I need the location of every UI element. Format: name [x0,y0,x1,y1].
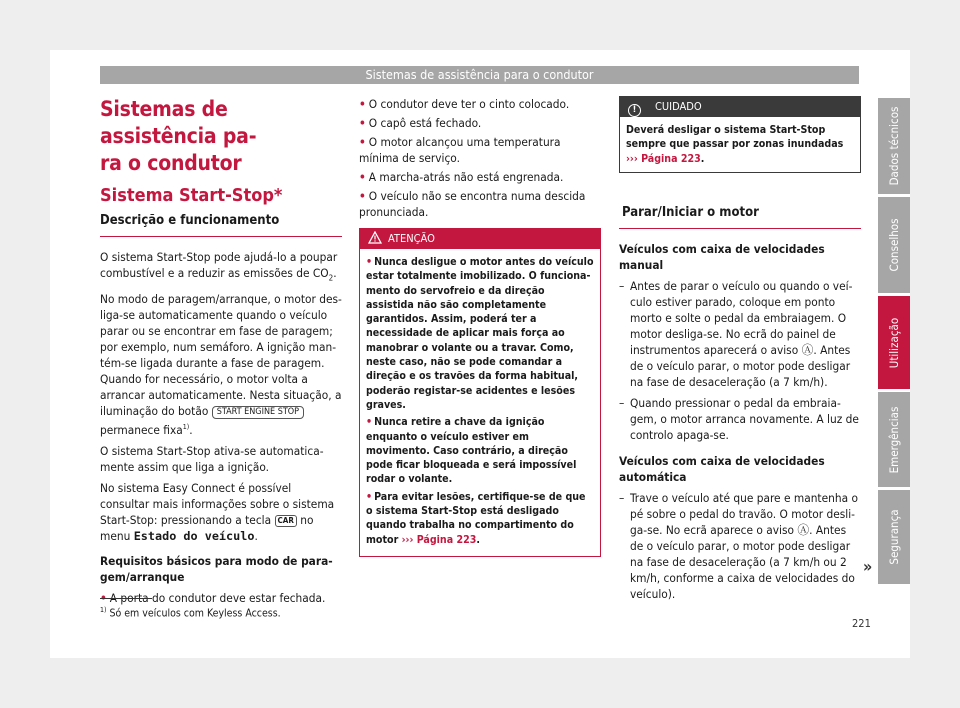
list-item: – Trave o veículo até que pare e mantenha o pé sobre o pedal do travão. O motor desliga-se. No ecrã aparece o aviso Ⓐ. Antes de o veículo parar, o motor pode desligar na fase de desaceleração (a 7 km/h ou 2 km/h, conforme a caixa de velocidades do veículo). [619,490,858,601]
footnote: $^{1)}$ Só em veículos com Keyless Access. [100,606,281,620]
tab-emergencias[interactable]: Emergências [878,392,910,487]
info-icon: ! [628,104,641,117]
car-key-icon: CAR [275,515,297,527]
list-item: • A porta do condutor deve estar fechada. [100,591,326,606]
dash-icon: – [619,490,625,505]
caution-label: CUIDADO [655,100,702,113]
section-subtitle: Sistema Start-Stop* [100,185,283,206]
page-number: 221 [852,617,871,630]
dash-icon: – [619,278,625,293]
bullet-icon: • [359,97,366,111]
warning-box [359,228,601,557]
chapter-title-line-2: ra o condutor [100,151,242,175]
list-item: • O capô está fechado. [359,116,482,130]
running-header: Sistemas de assistência para o condutor [100,66,859,84]
list-item: • O veículo não se encontra numa descida pronunciada. [359,189,586,219]
chapter-title-line-1: Sistemas de assistência pa- [100,97,257,148]
warning-triangle-icon [368,231,382,244]
list-item: – Antes de parar o veículo ou quando o veículo estiver parado, coloque em ponto morto e solte o pedal da embraiagem. O motor desliga-se. No ecrã do painel de instrumentos aparecerá o aviso Ⓐ. Antes de o veículo parar, o motor pode desligar na fase de desaceleração (a 7 km/h). [619,278,853,389]
paragraph-easy-connect: No sistema Easy Connect é possível consultar mais informações sobre o sistema Start-Stop: pressionando a tecla CAR no menu Estado do veículo. [100,481,335,544]
list-item: • O condutor deve ter o cinto colocado. [359,97,570,111]
bullet-icon: • [366,416,373,429]
footnote-divider [100,598,152,599]
start-engine-stop-key: START ENGINE STOP [212,406,304,419]
list-item: • O motor alcançou uma temperatura mínima de serviço. [359,135,561,165]
requirements-heading: Requisitos básicos para modo de paragem/arranque [100,554,333,585]
warning-item: • Nunca retire a chave da ignição enquanto o veículo estiver em movimento. Caso contrário, a direção pode ficar bloqueada e será impossível rodar o volante. [366,416,577,486]
menu-name: Estado do veículo [133,529,255,544]
caution-body: Deverá desligar o sistema Start-Stop sempre que passar por zonas inundadas ››› Página 223. [626,124,844,165]
warning-item: • Para evitar lesões, certifique-se de que o sistema Start-Stop está desligado quando trabalha no compartimento do motor ››› Página 223. [366,490,586,546]
list-item: – Quando pressionar o pedal da embraiagem, o motor arranca novamente. A luz de controlo apaga-se. [619,395,859,442]
section-heading: Descrição e funcionamento [100,213,342,237]
tab-seguranca[interactable]: Segurança [878,490,910,584]
page-reference-link[interactable]: ››› Página 223 [626,152,701,165]
bullet-icon: • [359,116,366,130]
bullet-icon: • [366,490,373,503]
paragraph-auto-activate: O sistema Start-Stop ativa-se automaticamente assim que liga a ignição. [100,444,324,475]
list-item: • A marcha-atrás não está engrenada. [359,170,564,184]
paragraph-intro: O sistema Start-Stop pode ajudá-lo a poupar combustível e a reduzir as emissões de $CO_2$. [100,250,338,283]
bullet-icon: • [359,189,366,203]
tab-utilizacao[interactable]: Utilização [878,296,910,389]
dash-icon: – [619,395,625,410]
automatic-heading: Veículos com caixa de velocidades automática [619,453,825,484]
footnote-ref: 1) [182,423,190,432]
tab-conselhos[interactable]: Conselhos [878,197,910,293]
bullet-icon: • [366,256,373,268]
bullet-icon: • [100,591,107,606]
column-3 [619,96,861,607]
chapter-title [100,96,342,177]
continue-arrow-icon: » [863,557,873,576]
tab-dados-tecnicos[interactable]: Dados técnicos [878,98,910,194]
bullet-icon: • [359,170,366,184]
caution-box [619,96,861,173]
manual-heading: Veículos com caixa de velocidades manual [619,241,825,272]
column-2 [359,96,601,557]
warning-item: • Nunca desligue o motor antes do veículo estar totalmente imobilizado. O funcionamento do servofreio e da direção assistida não são completamente garantidos. Assim, poderá ter a necessidade de aplicar mais força ao manobrar o volante ou a travar. Como, neste caso, não se pode comandar a direção e os travões da forma habitual, poderão registar-se acidentes e lesões graves. [366,256,594,411]
caution-header [620,97,860,117]
warning-header [360,229,600,249]
page-reference-link[interactable]: ››› Página 223 [398,533,477,546]
paragraph-stop-mode: No modo de paragem/arranque, o motor desliga-se automaticamente quando o veículo parar ou se encontrar em fase de paragem; por exemplo, num semáforo. A ignição mantém-se ligada durante a fase de paragem. Quando for necessário, o motor volta a arrancar automaticamente. Nesta situação, a iluminação do botão START ENGINE STOP permanece fixa$^{1)}$. [100,292,342,438]
bullet-icon: • [359,135,366,149]
section-heading: Parar/Iniciar o motor [619,205,861,229]
warning-label: ATENÇÃO [388,232,435,245]
column-1 [100,96,342,609]
warning-body [360,249,600,556]
